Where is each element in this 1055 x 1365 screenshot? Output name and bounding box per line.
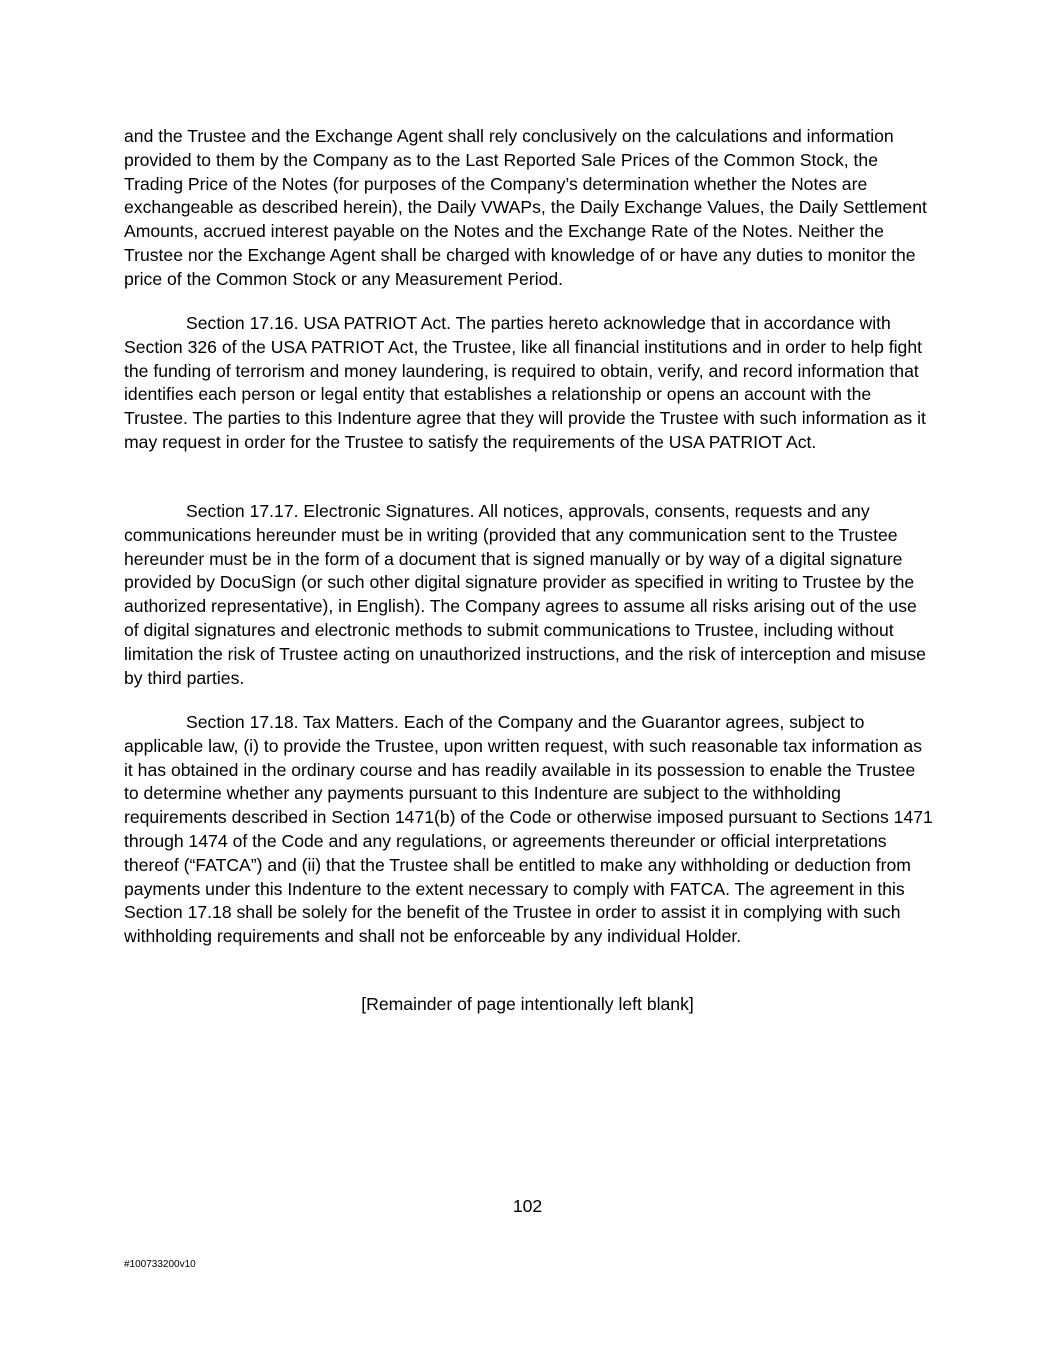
paragraph-exchange-agent-reliance: and the Trustee and the Exchange Agent shall rely conclusively on the calculations and information provided to them by the Company as to the Last Reported Sale Prices of the Common Stock, the Trading Price of the Notes (for purposes of the Company’s determination whether the Notes are exchangeable as described herein), the Daily VWAPs, the Daily Exchange Values, the Daily Settlement Amounts, accrued interest payable on the Notes and the Exchange Rate of the Notes. Neither the Trustee nor the Exchange Agent shall be charged with knowledge of or have any duties to monitor the price of the Common Stock or any Measurement Period. [124,126,927,289]
remainder-blank-note: [Remainder of page intentionally left blank] [361,994,694,1014]
page-number: 102 [512,1196,543,1216]
paragraph-section-17-18-tax-matters: Section 17.18. Tax Matters. Each of the Company and the Guarantor agrees, subject to applicable law, (i) to provide the Trustee, upon written request, with such reasonable tax information as it has obtained in the ordinary course and has readily available in its possession to enable the Trustee to determine whether any payments pursuant to this Indenture are subject to the withholding requirements described in Section 1471(b) of the Code or otherwise imposed pursuant to Sections 1471 through 1474 of the Code and any regulations, or agreements thereunder or official interpretations thereof (“FATCA”) and (ii) that the Trustee shall be entitled to make any withholding or deduction from payments under this Indenture to the extent necessary to comply with FATCA. The agreement in this Section 17.18 shall be solely for the benefit of the Trustee in order to assist it in complying with such withholding requirements and shall not be enforceable by any individual Holder. [124,712,933,947]
paragraph-section-17-16-usa-patriot-act: Section 17.16. USA PATRIOT Act. The parties hereto acknowledge that in accordance with Section 326 of the USA PATRIOT Act, the Trustee, like all financial institutions and in order to help fight the funding of terrorism and money laundering, is required to obtain, verify, and record information that identifies each person or legal entity that establishes a relationship or opens an account with the Trustee. The parties to this Indenture agree that they will provide the Trustee with such information as it may request in order for the Trustee to satisfy the requirements of the USA PATRIOT Act. [124,313,926,452]
document-id-footer: #100733200v10 [124,1259,196,1270]
paragraph-section-17-17-electronic-signatures: Section 17.17. Electronic Signatures. All notices, approvals, consents, requests and any communications hereunder must be in writing (provided that any communication sent to the Trustee hereunder must be in the form of a document that is signed manually or by way of a digital signature provided by DocuSign (or such other digital signature provider as specified in writing to Trustee by the authorized representative), in English). The Company agrees to assume all risks arising out of the use of digital signatures and electronic methods to submit communications to Trustee, including without limitation the risk of Trustee acting on unauthorized instructions, and the risk of interception and misuse by third parties. [124,501,926,688]
